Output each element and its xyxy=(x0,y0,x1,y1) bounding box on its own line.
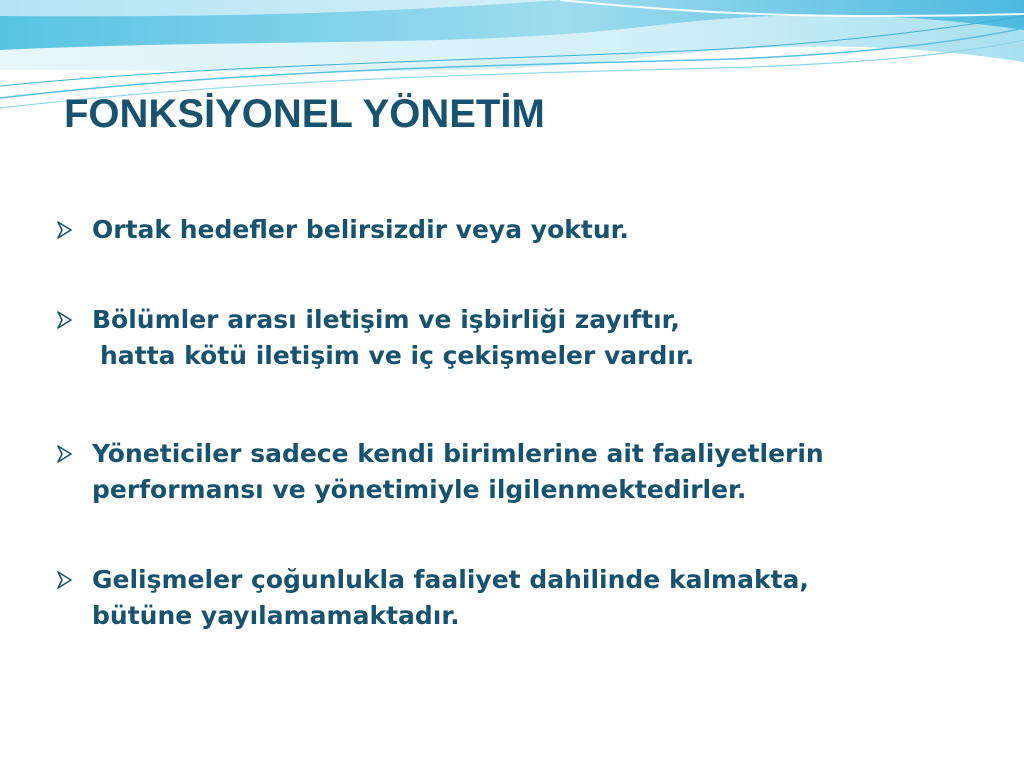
bullet-text: Ortak hedefler belirsizdir veya yoktur. xyxy=(92,215,629,244)
slide-title: FONKSİYONEL YÖNETİM xyxy=(64,92,545,136)
bullet-text: Yöneticiler sadece kendi birimlerine ait faaliyetlerin performansı ve yönetimiyle ilgilenmektedirler. xyxy=(92,439,824,504)
bullet-text: Gelişmeler çoğunlukla faaliyet dahilinde kalmakta, bütüne yayılamamaktadır. xyxy=(92,565,809,630)
list-item xyxy=(56,302,986,374)
arrow-bullet-icon xyxy=(56,571,72,589)
bullet-continuation: hatta kötü iletişim ve iç çekişmeler vardır. xyxy=(100,341,695,370)
arrow-bullet-icon xyxy=(56,221,72,239)
arrow-bullet-icon xyxy=(56,311,72,329)
list-item xyxy=(56,212,986,248)
list-item xyxy=(56,436,986,508)
bullet-text: Bölümler arası iletişim ve işbirliği zayıftır, xyxy=(92,305,680,334)
arrow-bullet-icon xyxy=(56,445,72,463)
list-item xyxy=(56,562,986,634)
